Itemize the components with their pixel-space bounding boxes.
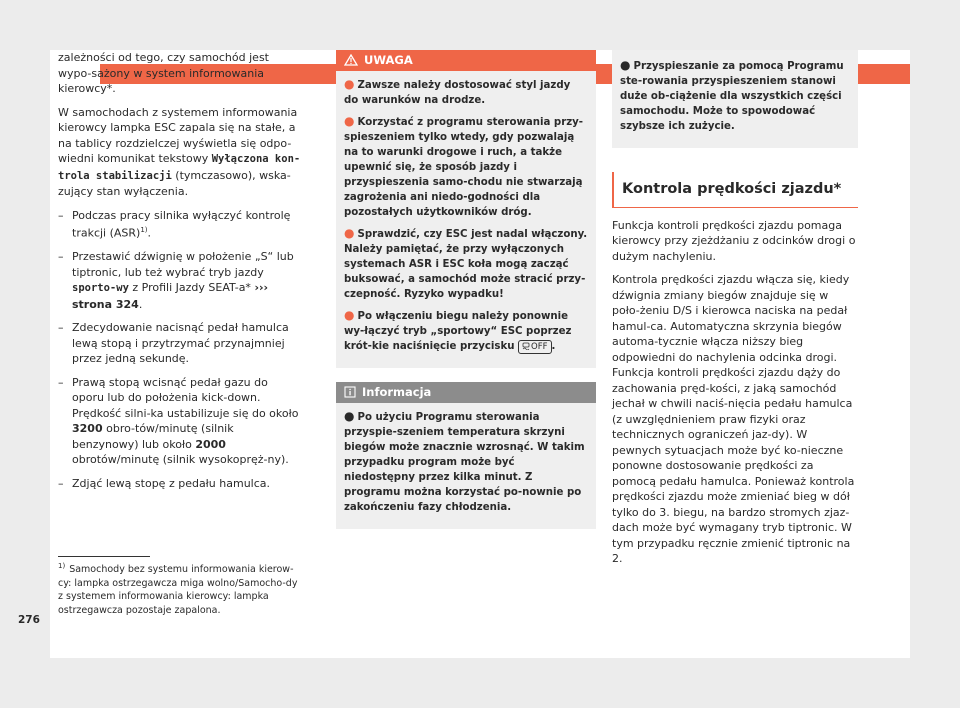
paragraph: Kontrola prędkości zjazdu włącza się, kiedy dźwignia zmiany biegów znajduje się w poło-żeniu D/S i kierowca naciska na pedał hamul-ca. Automatyczna skrzynia biegów automa-tycznie włącza niższy bieg odpowiedni do nachylenia odcinka drogi. Funkcja kontroli prędkości zjazdu dąży do zachowania pręd-kości, z jaką samochód jechał w chwili naciś-nięcia pedału hamulca (z uwzględnieniem praw fizyki oraz technicznych ograniczeń jaz-dy). W pewnych sytuacjach może być ko-nieczne ponowne dostosowanie prędkości za pomocą pedału hamulca. Ponieważ kontrola prędkości zjazdu może zmieniać bieg w dół tylko do 3. biegu, na bardzo stromych zjaz-dach może być wymagany tryb tiptronic. W tym przypadku ręcznie zmienić tiptronic na 2.	[612, 273, 855, 565]
text: Zawsze należy dostosować styl jazdy do warunków na drodze.	[344, 80, 571, 106]
column-left	[58, 50, 303, 499]
bullet-icon: ●	[344, 409, 355, 423]
bullet-icon: ●	[344, 308, 355, 322]
note-body	[612, 50, 858, 148]
warning-body	[336, 71, 596, 368]
paragraph	[58, 105, 303, 200]
info-title: Informacja	[362, 385, 432, 399]
warning-item	[344, 308, 588, 354]
bullet-icon: ●	[344, 226, 355, 240]
section-title: Kontrola prędkości zjazdu*	[612, 172, 858, 208]
warning-header	[336, 50, 596, 71]
warning-item	[344, 226, 588, 302]
list-item	[58, 375, 303, 468]
footnote-divider	[58, 556, 150, 557]
text: W samochodach z systemem informowania kierowcy lampka ESC zapala się na stałe, a na tablicy rozdzielczej wyświetla się odpo-wiedni komunikat tekstowy	[58, 105, 298, 165]
text: Prawą stopą wcisnąć pedał gazu do oporu lub do położenia kick-down. Prędkość silni-ka ustabilizuje się do około	[72, 375, 299, 420]
paragraph: zależności od tego, czy samochód jest wypo-sażony w system informowania kierowcy*.	[58, 51, 269, 95]
text: Przestawić dźwignię w położenie „S“ lub tiptronic, lub też wybrać tryb jazdy	[72, 250, 294, 279]
warning-title: UWAGA	[364, 53, 413, 67]
text: Przyspieszanie za pomocą Programu ste-rowania przyspieszeniem stanowi duże ob-ciążenie dla wszystkich części samochodu. Może to spowodować szybsze ich zużycie.	[620, 61, 844, 132]
info-box	[336, 382, 596, 529]
footnote-marker: 1)	[58, 562, 66, 570]
text: Sprawdzić, czy ESC jest nadal włączony. Należy pamiętać, że przy wyłączonych systemach ASR i ESC koła mogą zacząć buksować, a samochód może stracić przy-czepność. Ryzyko wypadku!	[344, 229, 588, 300]
paragraph: Funkcja kontroli prędkości zjazdu pomaga kierowcy przy zjeżdżaniu z odcinków drogi o dużym nachyleniu.	[612, 218, 856, 263]
list-item	[58, 208, 303, 242]
car-skid-icon	[522, 342, 530, 350]
footnote-ref[interactable]: 1)	[140, 226, 148, 234]
text: Podczas pracy silnika wyłączyć kontrolę trakcji (ASR)	[72, 208, 291, 240]
bullet-icon: ●	[620, 58, 631, 72]
text: Po użyciu Programu sterowania przyspie-szeniem temperatura skrzyni biegów może znacznie wzrosnąć. W takim przypadku program może być niedostępny przez kilka minut. Z programu można korzystać po-nownie po zakończeniu fazy chłodzenia.	[344, 412, 585, 513]
text: (tymczasowo), wska-zujący stan wyłączenia.	[58, 168, 291, 198]
rpm-value: 2000	[195, 437, 226, 451]
list-item: – Zdjąć lewą stopę z pedału hamulca.	[58, 476, 303, 492]
column-middle	[336, 50, 596, 529]
list-item: – Zdecydowanie nacisnąć pedał hamulca lewą stopą i przytrzymać przynajmniej przez jedną sekundę.	[58, 320, 303, 367]
info-header	[336, 382, 596, 403]
warning-item	[344, 77, 588, 108]
text: obro-tów/minutę (silnik benzynowy) lub około	[72, 422, 234, 451]
note-box	[612, 50, 858, 148]
list-item	[58, 249, 303, 312]
footnote	[58, 560, 303, 617]
page-reference-link[interactable]: ››› strona 324	[72, 281, 269, 311]
text: z Profili Jazdy SEAT-a*	[128, 281, 255, 295]
warning-box	[336, 50, 596, 368]
note-item	[620, 58, 850, 134]
text: .	[551, 341, 556, 352]
page-number: 276	[18, 614, 40, 626]
warning-triangle-icon	[344, 54, 358, 66]
warning-item	[344, 114, 588, 220]
column-right	[612, 50, 858, 575]
info-icon	[344, 386, 356, 398]
text: obrotów/minutę (silnik wysokopręż-ny).	[72, 453, 289, 467]
key-label: OFF	[531, 342, 548, 352]
rpm-value: 3200	[72, 422, 103, 436]
text: Po włączeniu biegu należy ponownie wy-łączyć tryb „sportowy“ ESC poprzez krót-kie naciśnięcie przycisku	[344, 311, 572, 352]
bullet-icon: ●	[344, 114, 355, 128]
text: .	[138, 297, 143, 311]
bullet-icon: ●	[344, 77, 355, 91]
text: Korzystać z programu sterowania przy-spieszeniem tylko wtedy, gdy pozwalają na to warunki drogowe i ruch, a także upewnić się, że sposób jazdy i przyspieszenia samo-chodu nie stwarzają zagrożenia ani niedo-godności dla pozostałych użytkowników dróg.	[344, 117, 584, 218]
text: .	[147, 226, 152, 240]
footnote-text: Samochody bez systemu informowania kierow-cy: lampka ostrzegawcza miga wolno/Samocho-dy z systemem informowania kierowcy: lampka ostrzegawcza pozostaje zapalona.	[58, 564, 298, 616]
info-body	[336, 403, 596, 529]
esc-off-button-icon	[518, 340, 551, 354]
info-item	[344, 409, 588, 515]
drive-mode-code: sporto-wy	[72, 282, 129, 295]
display-message-code: Wyłączona kon-trola stabilizacji	[58, 153, 301, 182]
